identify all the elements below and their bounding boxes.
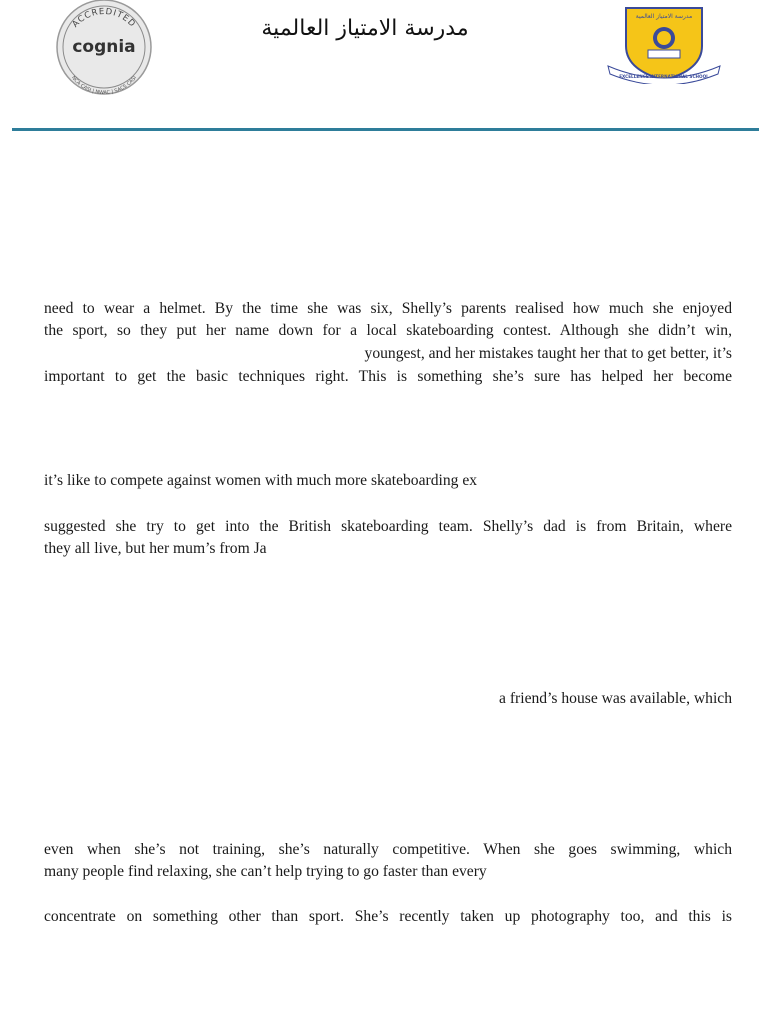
- crest-arabic: مدرسة الامتياز العالمية: [635, 13, 693, 20]
- text-line: concentrate on something other than sport. She’s recently taken up photography too, and this is: [44, 908, 732, 925]
- seal-brand: cognia: [72, 37, 136, 57]
- header-divider: [12, 128, 759, 131]
- school-crest: [604, 4, 724, 84]
- text-line: suggested she try to get into the British skateboarding team. Shelly’s dad is from Britain, where: [44, 518, 732, 535]
- text-line: even when she’s not training, she’s naturally competitive. When she goes swimming, which: [44, 841, 732, 858]
- text-line: important to get the basic techniques right. This is something she’s sure has helped her become: [44, 368, 732, 385]
- seal-bottom-text: NCA CASI | NWAC | SACS CASI: [70, 74, 138, 96]
- crest-ribbon-text: EXCELLENCE INTERNATIONAL SCHOOL: [619, 74, 709, 79]
- cognia-accreditation-seal: [50, 0, 158, 96]
- text-line: many people find relaxing, she can’t help trying to go faster than every: [44, 863, 487, 880]
- seal-top-text: ACCREDITED: [70, 6, 138, 30]
- text-line: it’s like to compete against women with much more skateboarding ex: [44, 472, 478, 489]
- text-line: the sport, so they put her name down for a local skateboarding contest. Although she didn’t win,: [44, 322, 732, 339]
- text-line: need to wear a helmet. By the time she was six, Shelly’s parents realised how much she enjoyed: [44, 300, 732, 317]
- letterhead: [0, 0, 768, 130]
- school-name-arabic: مدرسة الامتياز العالمية: [261, 16, 469, 41]
- text-line: a friend’s house was available, which: [499, 690, 732, 707]
- text-line: they all live, but her mum’s from Ja: [44, 540, 267, 557]
- text-line: youngest, and her mistakes taught her that to get better, it’s: [364, 345, 732, 362]
